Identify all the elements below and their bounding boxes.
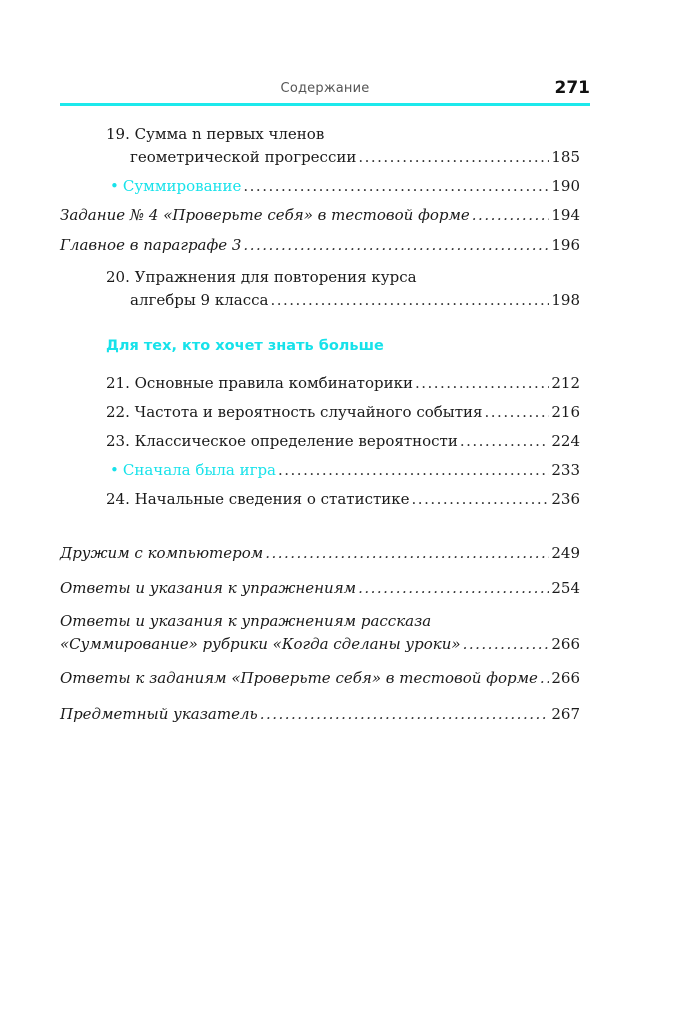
page-header [60, 78, 590, 104]
toc-entry-label: Дружим с компьютером [60, 544, 264, 562]
toc-page-number: 254 [551, 579, 580, 597]
toc-page-number: 194 [551, 206, 580, 224]
toc-entry-label: Предметный указатель [60, 705, 258, 723]
leader-dots [358, 147, 549, 167]
toc-entry-first-was-game[interactable] [110, 460, 580, 480]
leader-dots [243, 176, 549, 196]
toc-entry-23[interactable] [106, 431, 580, 451]
leader-dots [243, 235, 549, 255]
toc-entry-answers-story[interactable] [60, 611, 580, 654]
leader-dots [415, 373, 549, 393]
leader-dots [270, 290, 549, 310]
header-rule-divider [60, 103, 590, 106]
toc-entry-label: Задание № 4 «Проверьте себя» в тестовой форме [60, 206, 470, 224]
toc-entry-label-cont: «Суммирование» рубрики «Когда сделаны уроки» [60, 635, 461, 653]
running-title: Содержание [280, 81, 370, 96]
toc-entry-summary-3[interactable] [60, 235, 580, 255]
toc-page-number: 224 [551, 432, 580, 450]
toc-entry-computer[interactable] [60, 543, 580, 563]
leader-dots [485, 402, 550, 422]
toc-page-number: 216 [551, 403, 580, 421]
toc-entry-24[interactable] [106, 489, 580, 509]
toc-entry-label: Ответы и указания к упражнениям рассказа [60, 612, 432, 630]
toc-page-number: 266 [551, 635, 580, 653]
leader-dots [412, 489, 550, 509]
leader-dots [463, 634, 550, 654]
toc-page-number: 212 [551, 374, 580, 392]
page-number: 271 [554, 78, 590, 98]
toc-page-number: 266 [551, 669, 580, 687]
leader-dots [265, 543, 549, 563]
leader-dots [472, 205, 550, 225]
toc-entry-label: Сначала была игра [122, 461, 276, 479]
toc-entry-summation[interactable] [110, 176, 580, 196]
toc-page-number: 196 [551, 236, 580, 254]
toc-entry-19[interactable] [106, 124, 580, 167]
leader-dots [540, 668, 549, 688]
toc-entry-label: Суммирование [122, 177, 242, 195]
toc-entry-task-4[interactable] [60, 205, 580, 225]
toc-entry-label-cont: геометрической прогрессии [130, 148, 357, 166]
toc-entry-label: Ответы к заданиям «Проверьте себя» в тестовой форме [60, 669, 538, 687]
toc-entry-label: 23. Классическое определение вероятности [106, 432, 458, 450]
bullet-icon: • [110, 177, 119, 195]
toc-entry-21[interactable] [106, 373, 580, 393]
toc-page-number: 236 [551, 490, 580, 508]
toc-entry-label: 21. Основные правила комбинаторики [106, 374, 413, 392]
toc-page-number: 267 [551, 705, 580, 723]
toc-entry-label-cont: алгебры 9 класса [130, 291, 269, 309]
toc-entry-label: 19. Сумма n первых членов [106, 125, 325, 143]
bullet-icon: • [110, 461, 119, 479]
toc-entry-subject-index[interactable] [60, 704, 580, 724]
leader-dots [278, 460, 549, 480]
toc-entry-label: Главное в параграфе 3 [60, 236, 242, 254]
leader-dots [460, 431, 550, 451]
toc-entry-test-answers[interactable] [60, 668, 580, 688]
toc-page-number: 198 [551, 291, 580, 309]
toc-entry-label: 20. Упражнения для повторения курса [106, 268, 417, 286]
toc-entry-20[interactable] [106, 267, 580, 310]
toc-entry-label: 24. Начальные сведения о статистике [106, 490, 410, 508]
toc-page-number: 185 [551, 148, 580, 166]
leader-dots [260, 704, 550, 724]
toc-page-number: 190 [551, 177, 580, 195]
toc-page-number: 249 [551, 544, 580, 562]
toc-entry-label: Ответы и указания к упражнениям [60, 579, 357, 597]
leader-dots [358, 578, 549, 598]
toc-entry-label: 22. Частота и вероятность случайного события [106, 403, 483, 421]
section-heading: Для тех, кто хочет знать больше [106, 338, 384, 354]
toc-page-number: 233 [551, 461, 580, 479]
toc-entry-22[interactable] [106, 402, 580, 422]
toc-entry-answers[interactable] [60, 578, 580, 598]
